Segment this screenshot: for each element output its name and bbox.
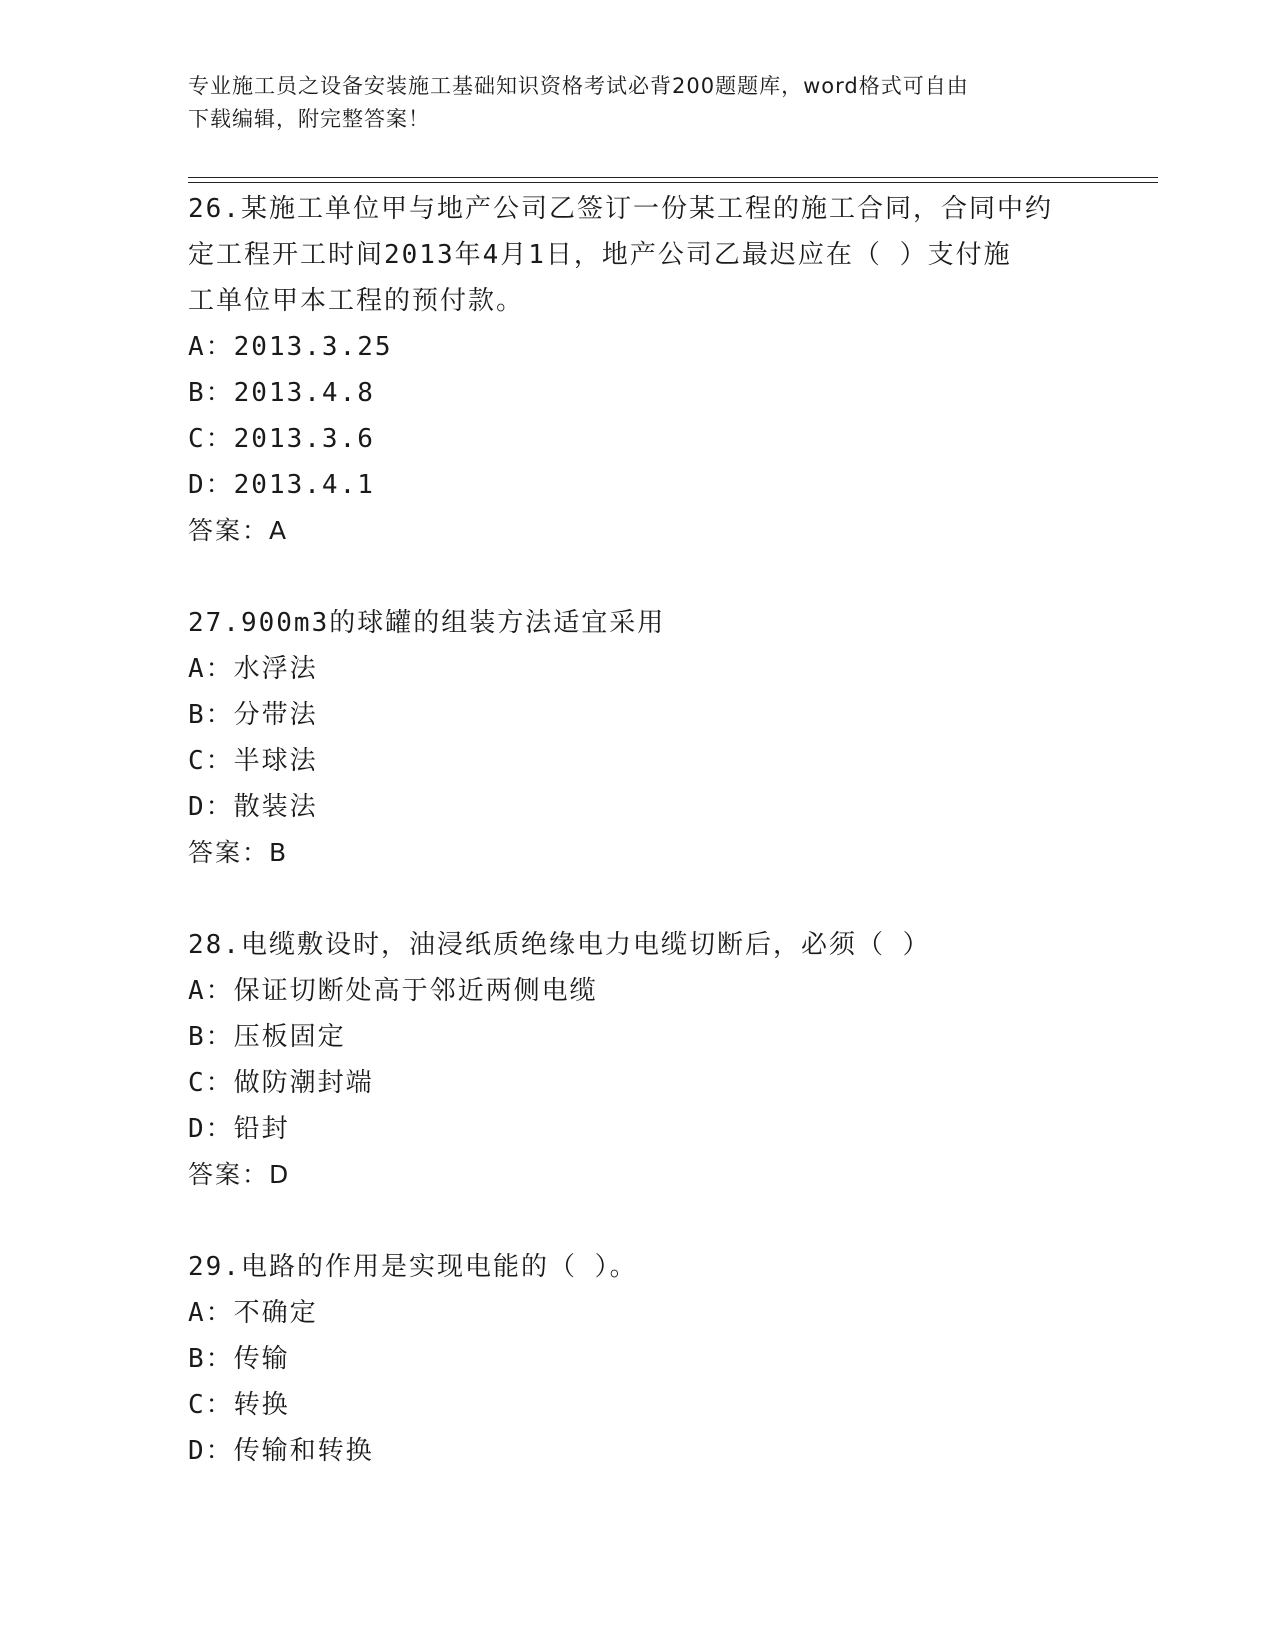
header-divider-top — [188, 177, 1158, 178]
option-c: C：做防潮封端 — [188, 1068, 374, 1098]
question-list — [188, 186, 1088, 1474]
question-29 — [188, 1244, 1088, 1474]
question-text: 29.电路的作用是实现电能的（ ）。 — [188, 1252, 638, 1282]
option-b: B：传输 — [188, 1344, 290, 1374]
option-d: D：散装法 — [188, 792, 318, 822]
question-26 — [188, 186, 1088, 554]
option-d: D：2013.4.1 — [188, 470, 375, 500]
option-b: B：压板固定 — [188, 1022, 346, 1052]
option-c: C：半球法 — [188, 746, 318, 776]
option-a: A：水浮法 — [188, 654, 318, 684]
option-a: A：2013.3.25 — [188, 332, 393, 362]
question-text: 27.900m3的球罐的组装方法适宜采用 — [188, 608, 666, 638]
question-27 — [188, 600, 1088, 876]
question-28 — [188, 922, 1088, 1198]
option-b: B：分带法 — [188, 700, 318, 730]
question-spacer — [188, 876, 1088, 922]
header-line-2: 下载编辑，附完整答案！ — [188, 107, 430, 131]
answer-key: 答案：A — [188, 516, 289, 545]
question-spacer — [188, 554, 1088, 600]
option-c: C：转换 — [188, 1390, 290, 1420]
option-b: B：2013.4.8 — [188, 378, 375, 408]
option-d: D：传输和转换 — [188, 1436, 374, 1466]
option-c: C：2013.3.6 — [188, 424, 375, 454]
answer-key: 答案：B — [188, 838, 289, 867]
question-text: 工单位甲本工程的预付款。 — [188, 286, 525, 316]
question-spacer — [188, 1198, 1088, 1244]
option-a: A：不确定 — [188, 1298, 318, 1328]
question-text: 28.电缆敷设时，油浸纸质绝缘电力电缆切断后，必须（ ） — [188, 930, 931, 960]
document-header — [188, 70, 1088, 136]
option-a: A：保证切断处高于邻近两侧电缆 — [188, 976, 598, 1006]
option-d: D：铅封 — [188, 1114, 290, 1144]
header-line-1: 专业施工员之设备安装施工基础知识资格考试必背200题题库，word格式可自由 — [188, 74, 969, 98]
header-divider-bottom — [188, 182, 1158, 183]
question-text: 26.某施工单位甲与地产公司乙签订一份某工程的施工合同，合同中约 — [188, 194, 1053, 224]
answer-key: 答案：D — [188, 1160, 291, 1189]
question-text: 定工程开工时间2013年4月1日，地产公司乙最迟应在（ ）支付施 — [188, 240, 1012, 270]
